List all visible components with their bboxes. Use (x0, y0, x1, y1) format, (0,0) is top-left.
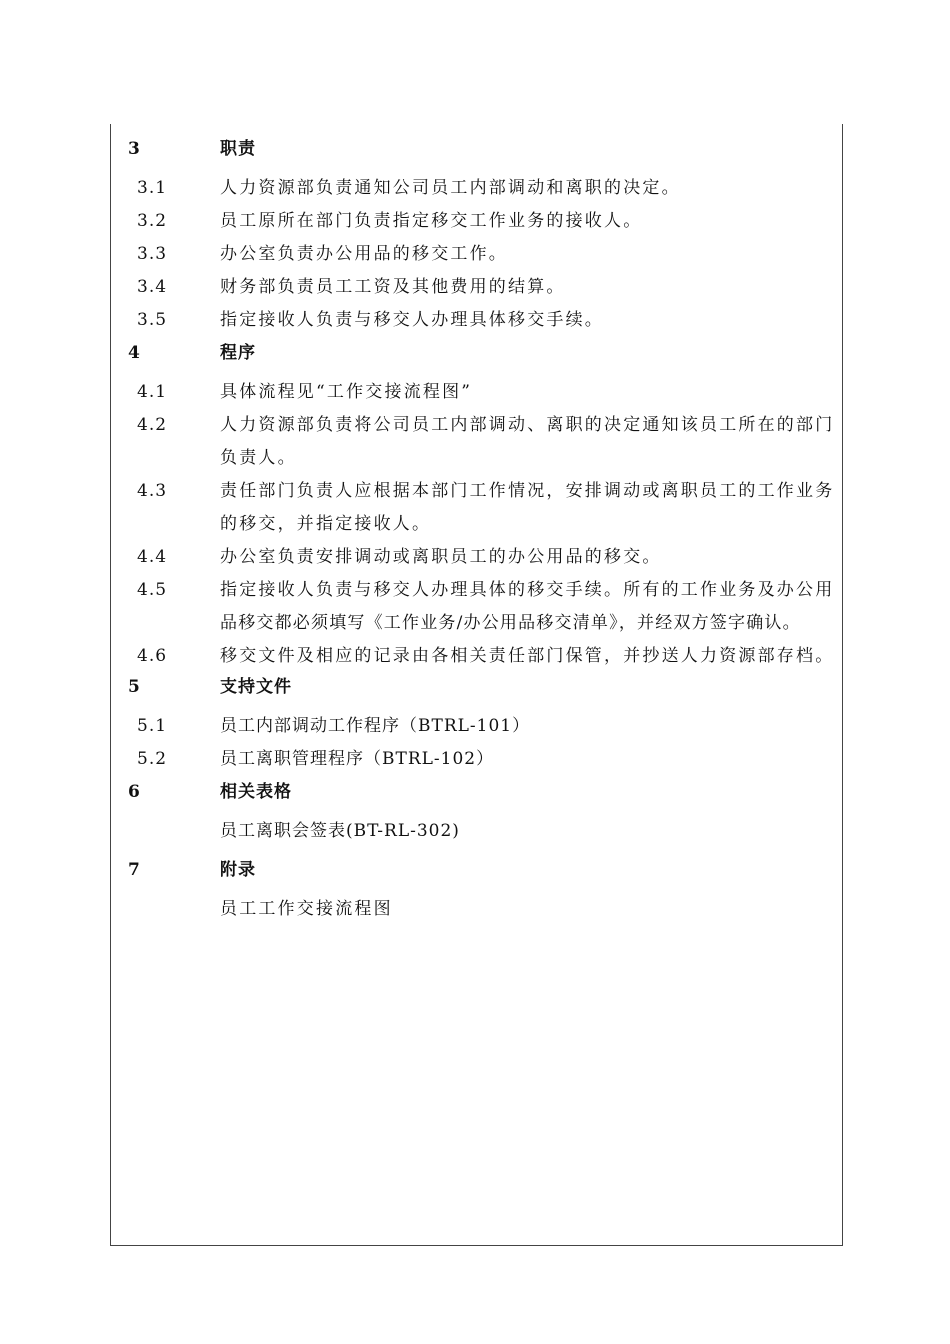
item-text: 移交文件及相应的记录由各相关责任部门保管，并抄送人力资源部存档。 (220, 646, 835, 666)
section-title: 支持文件 (220, 677, 292, 697)
item-number: 5.2 (137, 749, 168, 769)
item-number: 4.3 (137, 481, 168, 501)
section-title: 职责 (220, 139, 256, 159)
item-number: 4.5 (137, 580, 168, 600)
item-number: 4.4 (137, 547, 168, 567)
section-number: 6 (128, 782, 140, 802)
item-number: 3.5 (137, 310, 168, 330)
section-number: 5 (128, 677, 140, 697)
item-text: 员工原所在部门负责指定移交工作业务的接收人。 (220, 211, 643, 231)
section-title: 相关表格 (220, 782, 292, 802)
item-text: 员工工作交接流程图 (220, 899, 393, 919)
item-text: 办公室负责办公用品的移交工作。 (220, 244, 508, 264)
section-number: 4 (128, 343, 140, 363)
item-number: 3.1 (137, 178, 168, 198)
item-number: 3.4 (137, 277, 168, 297)
item-number: 4.1 (137, 382, 168, 402)
item-text: 员工离职管理程序（BTRL-102） (220, 749, 495, 769)
section-title: 附录 (220, 860, 256, 880)
item-number: 5.1 (137, 716, 168, 736)
item-text: 人力资源部负责通知公司员工内部调动和离职的决定。 (220, 178, 681, 198)
item-number: 3.3 (137, 244, 168, 264)
item-text: 具体流程见“工作交接流程图” (220, 382, 473, 402)
item-text: 办公室负责安排调动或离职员工的办公用品的移交。 (220, 547, 662, 567)
item-text: 指定接收人负责与移交人办理具体的移交手续。所有的工作业务及办公用 (220, 580, 835, 600)
item-text: 负责人。 (220, 448, 297, 468)
item-text: 人力资源部负责将公司员工内部调动、离职的决定通知该员工所在的部门 (220, 415, 835, 435)
item-text: 的移交，并指定接收人。 (220, 514, 432, 534)
item-number: 4.6 (137, 646, 168, 666)
section-title: 程序 (220, 343, 256, 363)
item-text: 员工内部调动工作程序（BTRL-101） (220, 716, 531, 736)
item-text: 责任部门负责人应根据本部门工作情况，安排调动或离职员工的工作业务 (220, 481, 835, 501)
item-text: 指定接收人负责与移交人办理具体移交手续。 (220, 310, 604, 330)
item-number: 4.2 (137, 415, 168, 435)
section-number: 3 (128, 139, 140, 159)
item-text: 财务部负责员工工资及其他费用的结算。 (220, 277, 566, 297)
item-text: 员工离职会签表(BT-RL-302) (220, 821, 460, 841)
item-number: 3.2 (137, 211, 168, 231)
section-number: 7 (128, 860, 140, 880)
item-text: 品移交都必须填写《工作业务/办公用品移交清单》，并经双方签字确认。 (220, 613, 801, 633)
